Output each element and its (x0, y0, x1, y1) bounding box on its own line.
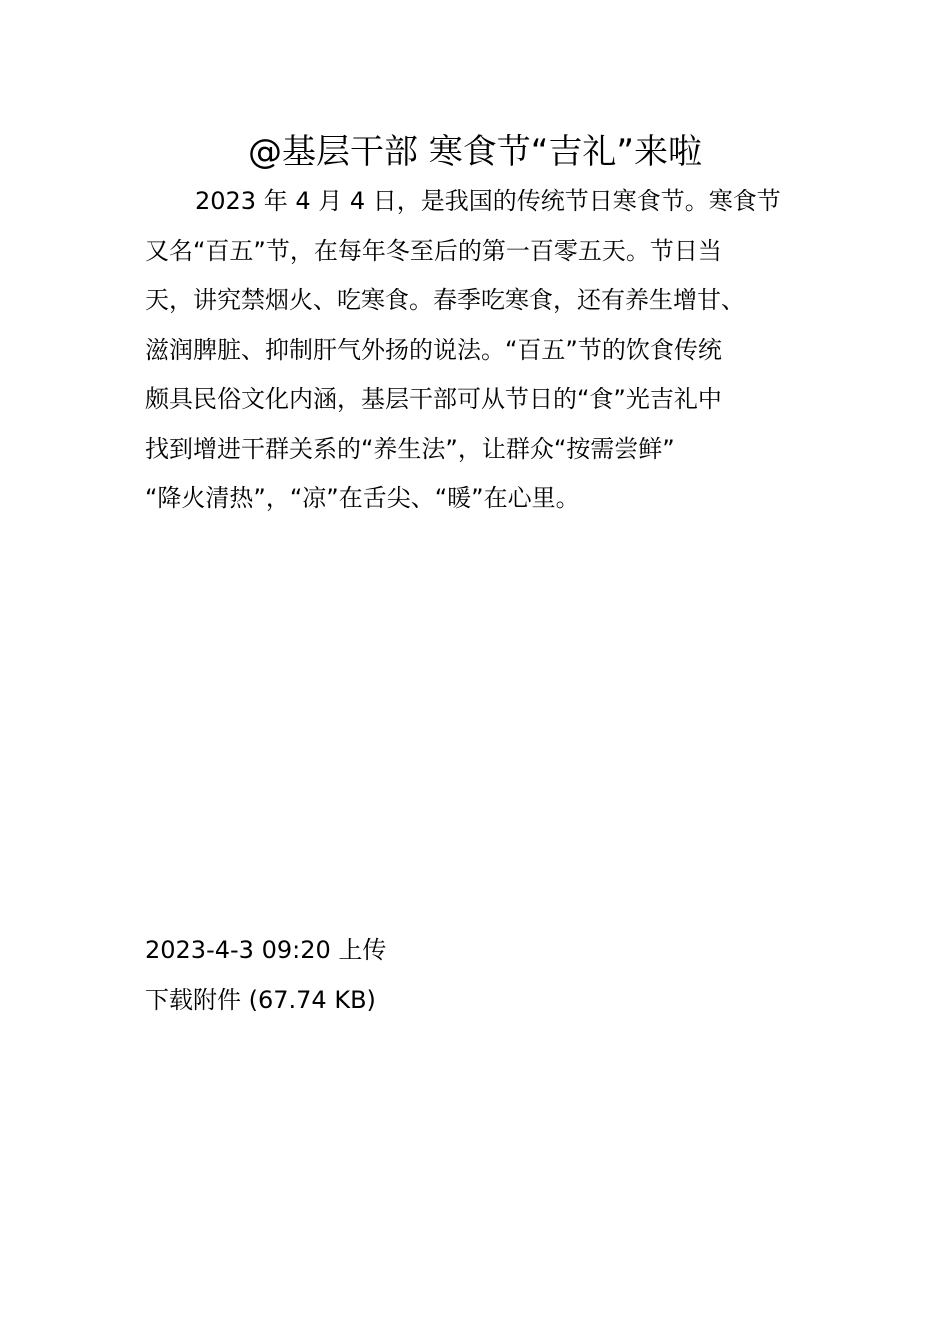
paragraph-line: 滋润脾脏、抑制肝气外扬的说法。“百五”节的饮食传统 (145, 335, 722, 364)
paragraph-line: 颇具民俗文化内涵，基层干部可从节日的“食”光吉礼中 (145, 385, 722, 413)
paragraph-line: 天，讲究禁烟火、吃寒食。春季吃寒食，还有养生增甘、 (145, 286, 745, 314)
document-title: @基层干部 寒食节“吉礼”来啦 (247, 132, 703, 172)
paragraph-line: “降火清热”，“凉”在舌尖、“暖”在心里。 (145, 484, 580, 512)
paragraph-line: 找到增进干群关系的“养生法”，让群众“按需尝鲜” (145, 434, 675, 463)
attachment-info (145, 925, 386, 1025)
download-attachment-link[interactable]: 下载附件 (67.74 KB) (145, 986, 376, 1014)
paragraph-line: 2023 年 4 月 4 日，是我国的传统节日寒食节。寒食节 (195, 187, 781, 215)
document-body (145, 177, 815, 524)
paragraph-line: 又名“百五”节，在每年冬至后的第一百零五天。节日当 (145, 236, 722, 265)
upload-timestamp: 2023-4-3 09:20 上传 (145, 936, 387, 964)
